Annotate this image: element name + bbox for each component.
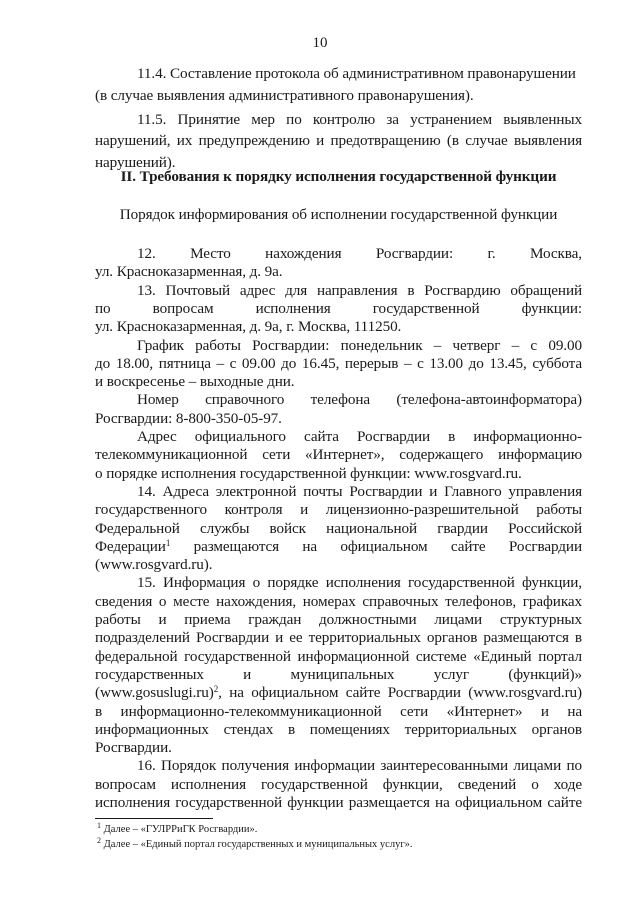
footnote-text: Далее – «Единый портал государственных и муниципальных услуг». [101,839,413,850]
line-text: государственных и муниципальных услуг (функций)» [95,665,582,683]
line-text: телекоммуникационной сети «Интернет», содержащего информацию [95,446,582,464]
line-text: в информационно-телекоммуникационной сети «Интернет» и на [95,702,582,720]
section-heading [95,166,582,188]
line-text: , на официальном сайте Росгвардии (www.rosgvard.ru) [218,684,582,702]
line-text: федеральной государственной информационной системе «Единый портал [95,647,582,665]
page-number: 10 [312,35,328,51]
line-text: о порядке исполнения государственной функции: www.rosgvard.ru. [95,464,522,482]
footnote [97,823,257,837]
footnote-mark: 1 [97,821,101,830]
footnote-mark: 2 [97,836,101,845]
line-text: 16. Порядок получения информации заинтересованными лицами по [137,757,582,775]
line-text: подразделений Росгвардии и ее территориальных органов размещаются в [95,629,582,647]
line-text: государственного контроля и лицензионно-разрешительной работы [95,501,582,519]
line-text: по вопросам исполнения государственной функции: [95,299,582,317]
line-text: Порядок информирования об исполнении государственной функции [119,206,558,223]
line-text: (www.rosgvard.ru). [95,556,213,574]
line-text: нарушений, их предупреждению и предотвращению (в случае выявления [95,132,582,150]
line-text: до 18.00, пятница – с 09.00 до 16.45, перерыв – с 13.00 до 13.45, суббота [95,354,582,372]
line-text: Номер справочного телефона (телефона-автоинформатора) [137,391,582,409]
line-text: размещаются на официальном сайте Росгвардии [170,537,582,555]
subsection-title [95,204,582,226]
line-text: Адрес официального сайта Росгвардии в информационно- [137,428,582,445]
line-text: сведения о месте нахождения, номерах справочных телефонов, графиках [95,592,582,610]
line-text: Федеральной службы войск национальной гвардии Российской [95,519,582,537]
line-text: 11.4. Составление протокола об административном правонарушении [137,65,576,82]
line-text: работы и приема граждан должностными лицами структурных [95,611,582,628]
line-text: и воскресенье – выходные дни. [95,373,295,391]
line-text: 15. Информация о порядке исполнения государственной функции, [137,574,582,592]
footnote-reference: 2 [213,684,219,695]
line-text: исполнения государственной функции размещается на официальном сайте [95,794,582,811]
footnote-reference: 1 [165,537,171,548]
footnote-text: Далее – «ГУЛРРиГК Росгвардии». [101,824,258,835]
line-text: 13. Почтовый адрес для направления в Росгвардию обращений [137,281,582,299]
footnote-divider [95,818,213,819]
line-text: 14. Адреса электронной почты Росгвардии и Главного управления [137,482,582,500]
line-text: ул. Красноказарменная, д. 9а, г. Москва, 111250. [95,318,402,336]
body-line [137,109,582,131]
body-line [95,85,582,107]
line-text: 11.5. Принятие мер по контролю за устранением выявленных [137,110,582,128]
line-text: нарушений). [95,154,176,172]
footnote [97,838,413,852]
line-text: (в случае выявления административного правонарушения). [95,86,474,104]
line-text: вопросам исполнения государственной функции, сведений о ходе [95,775,582,793]
line-text: Росгвардии: 8-800-350-05-97. [95,409,282,427]
line-text: (www.gosuslugi.ru) [95,684,214,702]
body-line [95,792,582,814]
line-text: II. Требования к порядку исполнения государственной функции [120,168,557,185]
body-line [137,63,582,85]
line-text: ул. Красноказарменная, д. 9а. [95,263,283,281]
line-text: График работы Росгвардии: понедельник – четверг – с 09.00 [137,336,582,354]
line-text: Росгвардии. [95,739,172,757]
line-text: 12. Место нахождения Росгвардии: г. Москва, [137,245,582,262]
body-line [95,130,582,152]
line-text: информационных стендах в помещениях территориальных органов [95,720,582,738]
line-text: Федерации [95,537,166,555]
